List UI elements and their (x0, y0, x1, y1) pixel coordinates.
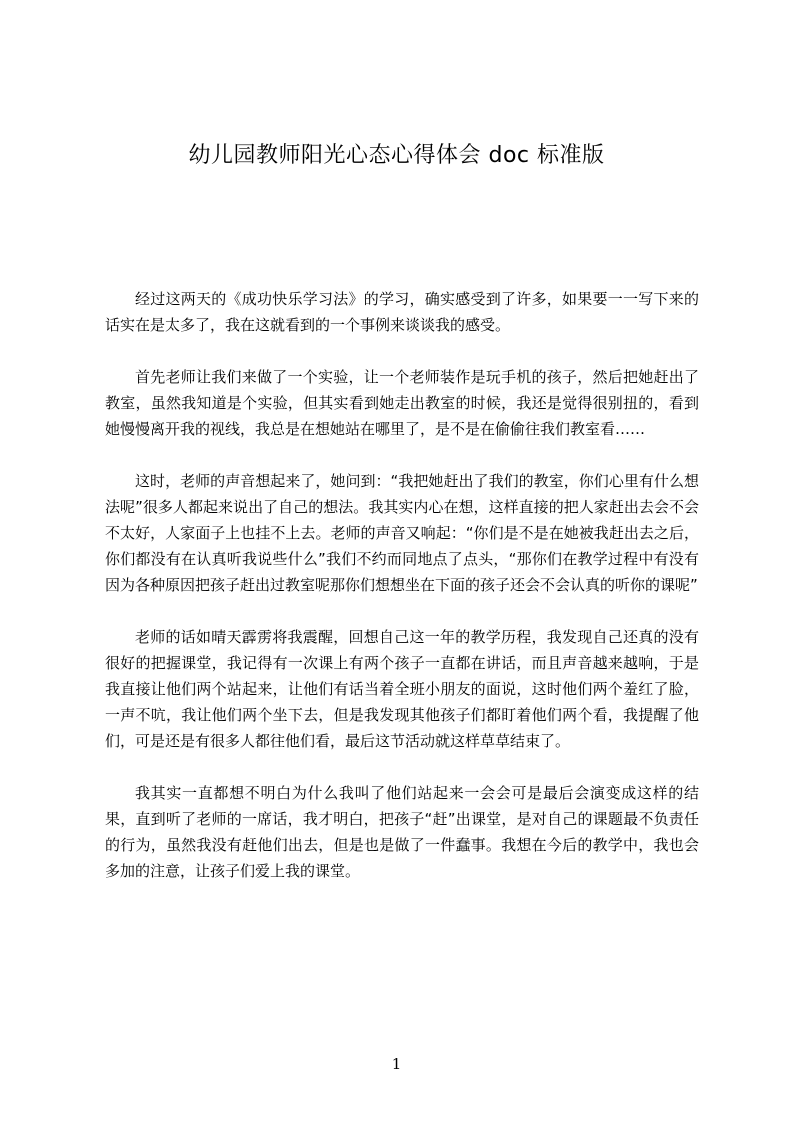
document-title: 幼儿园教师阳光心态心得体会 doc 标准版 (188, 143, 605, 168)
paragraph-1: 经过这两天的《成功快乐学习法》的学习，确实感受到了许多，如果要一一写下来的话实在是太多了，我在这就看到的一个事例来谈谈我的感受。 (105, 290, 699, 334)
paragraph-2: 首先老师让我们来做了一个实验，让一个老师装作是玩手机的孩子，然后把她赶出了教室，虽然我知道是个实验，但其实看到她走出教室的时候，我还是觉得很别扭的，看到她慢慢离开我的视线，我总是在想她站在哪里了，是不是在偷偷往我们教室看…… (105, 368, 699, 438)
paragraph-3: 这时，老师的声音想起来了，她问到：“我把她赶出了我们的教室，你们心里有什么想法呢”很多人都起来说出了自己的想法。我其实内心在想，这样直接的把人家赶出去会不会不太好，人家面子上也挂不上去。老师的声音又响起：“你们是不是在她被我赶出去之后，你们都没有在认真听我说些什么”我们不约而同地点了点头，“那你们在教学过程中有没有因为各种原因把孩子赶出过教室呢那你们想想坐在下面的孩子还会不会认真的听你的课呢” (105, 472, 699, 594)
page-number: 1 (391, 1055, 402, 1073)
paragraph-4: 老师的话如晴天霹雳将我震醒，回想自己这一年的教学历程，我发现自己还真的没有很好的把握课堂，我记得有一次课上有两个孩子一直都在讲话，而且声音越来越响，于是我直接让他们两个站起来，让他们有话当着全班小朋友的面说，这时他们两个羞红了脸，一声不吭，我让他们两个坐下去，但是我发现其他孩子们都盯着他们两个看，我提醒了他们，可是还是有很多人都往他们看，最后这节活动就这样草草结束了。 (105, 628, 699, 750)
document-body (105, 286, 699, 910)
paragraph-5: 我其实一直都想不明白为什么我叫了他们站起来一会会可是最后会演变成这样的结果，直到听了老师的一席话，我才明白，把孩子“赶”出课堂，是对自己的课题最不负责任的行为，虽然我没有赶他们出去，但是也是做了一件蠢事。我想在今后的教学中，我也会多加的注意，让孩子们爱上我的课堂。 (105, 784, 699, 880)
